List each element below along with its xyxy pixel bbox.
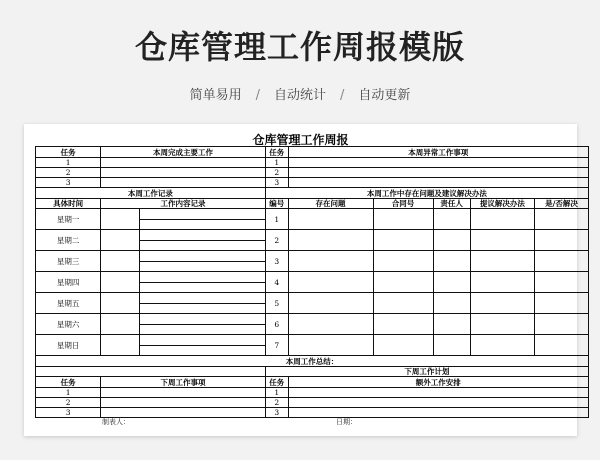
extra-cell[interactable] — [288, 408, 588, 418]
col-solution: 提议解决办法 — [470, 199, 534, 209]
abnormal-cell[interactable] — [288, 158, 588, 168]
day-number: 1 — [265, 209, 288, 230]
solution-cell[interactable] — [470, 209, 534, 230]
table-row — [36, 388, 589, 398]
owner-cell[interactable] — [433, 314, 470, 335]
heading-record: 本周工作记录 — [36, 188, 266, 199]
content-cell[interactable] — [139, 293, 265, 304]
contract-cell[interactable] — [373, 251, 433, 272]
day-label: 星期日 — [36, 335, 101, 356]
feature-tags — [0, 84, 600, 103]
col-owner: 责任人 — [433, 199, 470, 209]
time-detail-cell[interactable] — [101, 293, 139, 314]
extra-cell[interactable] — [288, 398, 588, 408]
summary-label[interactable]: 本周工作总结： — [36, 356, 589, 367]
col-main-work: 本周完成主要工作 — [101, 147, 266, 158]
resolved-cell[interactable] — [535, 293, 589, 314]
report-table — [35, 146, 589, 418]
contract-cell[interactable] — [373, 335, 433, 356]
date-label: 日期： — [336, 418, 357, 426]
row-number: 3 — [36, 408, 101, 418]
content-cell[interactable] — [139, 314, 265, 325]
feature-tag-auto-stats: 自动统计 — [273, 88, 326, 103]
col-abnormal: 本周异常工作事项 — [288, 147, 588, 158]
day-rows — [36, 209, 589, 356]
col-task-2: 任务 — [265, 147, 288, 158]
sheet-title: 仓库管理工作周报 — [252, 133, 349, 147]
col-task-2: 任务 — [265, 377, 288, 388]
solution-cell[interactable] — [470, 335, 534, 356]
issue-cell[interactable] — [288, 314, 373, 335]
tag-separator: / — [340, 88, 345, 103]
owner-cell[interactable] — [433, 335, 470, 356]
table-row — [36, 293, 589, 304]
col-task: 任务 — [36, 377, 101, 388]
solution-cell[interactable] — [470, 251, 534, 272]
contract-cell[interactable] — [373, 209, 433, 230]
col-next-items: 下周工作事项 — [101, 377, 266, 388]
next-item-cell[interactable] — [101, 388, 266, 398]
resolved-cell[interactable] — [535, 272, 589, 293]
row-number: 1 — [36, 158, 101, 168]
next-plan-heading: 下周工作计划 — [265, 367, 588, 377]
table-row — [36, 178, 589, 188]
issue-cell[interactable] — [288, 251, 373, 272]
day-label: 星期一 — [36, 209, 101, 230]
extra-cell[interactable] — [288, 388, 588, 398]
resolved-cell[interactable] — [535, 251, 589, 272]
row-number: 1 — [265, 158, 288, 168]
solution-cell[interactable] — [470, 272, 534, 293]
row-number: 2 — [36, 398, 101, 408]
abnormal-cell[interactable] — [288, 168, 588, 178]
issue-cell[interactable] — [288, 335, 373, 356]
abnormal-cell[interactable] — [288, 178, 588, 188]
solution-cell[interactable] — [470, 230, 534, 251]
content-cell[interactable] — [139, 209, 265, 220]
col-time: 具体时间 — [36, 199, 101, 209]
col-resolved: 是/否解决 — [535, 199, 589, 209]
next-item-cell[interactable] — [101, 398, 266, 408]
content-cell[interactable] — [139, 303, 265, 314]
contract-cell[interactable] — [373, 230, 433, 251]
day-label: 星期三 — [36, 251, 101, 272]
table-row — [36, 230, 589, 241]
report-sheet — [24, 124, 577, 436]
col-extra: 额外工作安排 — [288, 377, 588, 388]
content-cell[interactable] — [139, 261, 265, 272]
main-work-cell[interactable] — [101, 178, 266, 188]
main-work-cell[interactable] — [101, 168, 266, 178]
content-cell[interactable] — [139, 272, 265, 283]
contract-cell[interactable] — [373, 293, 433, 314]
top-header-row — [36, 147, 589, 158]
col-task: 任务 — [36, 147, 101, 158]
day-number: 2 — [265, 230, 288, 251]
table-row — [36, 314, 589, 325]
day-label: 星期二 — [36, 230, 101, 251]
content-cell[interactable] — [139, 335, 265, 346]
col-contract: 合同号 — [373, 199, 433, 209]
table-row — [36, 158, 589, 168]
table-row — [36, 398, 589, 408]
row-number: 3 — [36, 178, 101, 188]
time-detail-cell[interactable] — [101, 335, 139, 356]
resolved-cell[interactable] — [535, 314, 589, 335]
next-plan-heading-row — [36, 367, 589, 377]
row-number: 1 — [265, 388, 288, 398]
day-label: 星期六 — [36, 314, 101, 335]
main-work-cell[interactable] — [101, 158, 266, 168]
time-detail-cell[interactable] — [101, 209, 139, 230]
owner-cell[interactable] — [433, 251, 470, 272]
owner-cell[interactable] — [433, 230, 470, 251]
next-item-cell[interactable] — [101, 408, 266, 418]
feature-tag-auto-update: 自动更新 — [358, 88, 411, 103]
row-number: 3 — [265, 408, 288, 418]
content-cell[interactable] — [139, 230, 265, 241]
table-row — [36, 272, 589, 283]
row-number: 3 — [265, 178, 288, 188]
resolved-cell[interactable] — [535, 209, 589, 230]
record-heading-row — [36, 188, 589, 199]
solution-cell[interactable] — [470, 314, 534, 335]
issue-cell[interactable] — [288, 209, 373, 230]
content-cell[interactable] — [139, 324, 265, 335]
row-number: 2 — [265, 398, 288, 408]
day-label: 星期四 — [36, 272, 101, 293]
owner-cell[interactable] — [433, 209, 470, 230]
time-detail-cell[interactable] — [101, 272, 139, 293]
content-cell[interactable] — [139, 240, 265, 251]
time-detail-cell[interactable] — [101, 314, 139, 335]
table-row — [36, 335, 589, 346]
summary-row — [36, 356, 589, 367]
time-detail-cell[interactable] — [101, 251, 139, 272]
resolved-cell[interactable] — [535, 230, 589, 251]
content-cell[interactable] — [139, 251, 265, 262]
contract-cell[interactable] — [373, 314, 433, 335]
next-plan-columns-row — [36, 377, 589, 388]
day-number: 4 — [265, 272, 288, 293]
day-label: 星期五 — [36, 293, 101, 314]
issue-cell[interactable] — [288, 272, 373, 293]
next-plan-spacer — [36, 367, 266, 377]
owner-cell[interactable] — [433, 293, 470, 314]
contract-cell[interactable] — [373, 272, 433, 293]
owner-cell[interactable] — [433, 272, 470, 293]
col-issue: 存在问题 — [288, 199, 373, 209]
table-row — [36, 209, 589, 220]
page-title: 仓库管理工作周报模版 — [134, 28, 465, 66]
row-number: 2 — [36, 168, 101, 178]
row-number: 1 — [36, 388, 101, 398]
col-no: 编号 — [265, 199, 288, 209]
issue-cell[interactable] — [288, 230, 373, 251]
content-cell[interactable] — [139, 345, 265, 356]
col-content: 工作内容记录 — [101, 199, 266, 209]
table-row — [36, 408, 589, 418]
table-row — [36, 168, 589, 178]
table-row — [36, 251, 589, 262]
heading-problems: 本周工作中存在问题及建议解决办法 — [265, 188, 588, 199]
day-number: 6 — [265, 314, 288, 335]
day-number: 5 — [265, 293, 288, 314]
tag-separator: / — [255, 88, 260, 103]
day-number: 7 — [265, 335, 288, 356]
issue-cell[interactable] — [288, 293, 373, 314]
record-columns-row — [36, 199, 589, 209]
feature-tag-easy: 简单易用 — [189, 88, 242, 103]
maker-label: 制表人： — [102, 418, 130, 426]
row-number: 2 — [265, 168, 288, 178]
resolved-cell[interactable] — [535, 335, 589, 356]
content-cell[interactable] — [139, 219, 265, 230]
content-cell[interactable] — [139, 282, 265, 293]
solution-cell[interactable] — [470, 293, 534, 314]
day-number: 3 — [265, 251, 288, 272]
time-detail-cell[interactable] — [101, 230, 139, 251]
